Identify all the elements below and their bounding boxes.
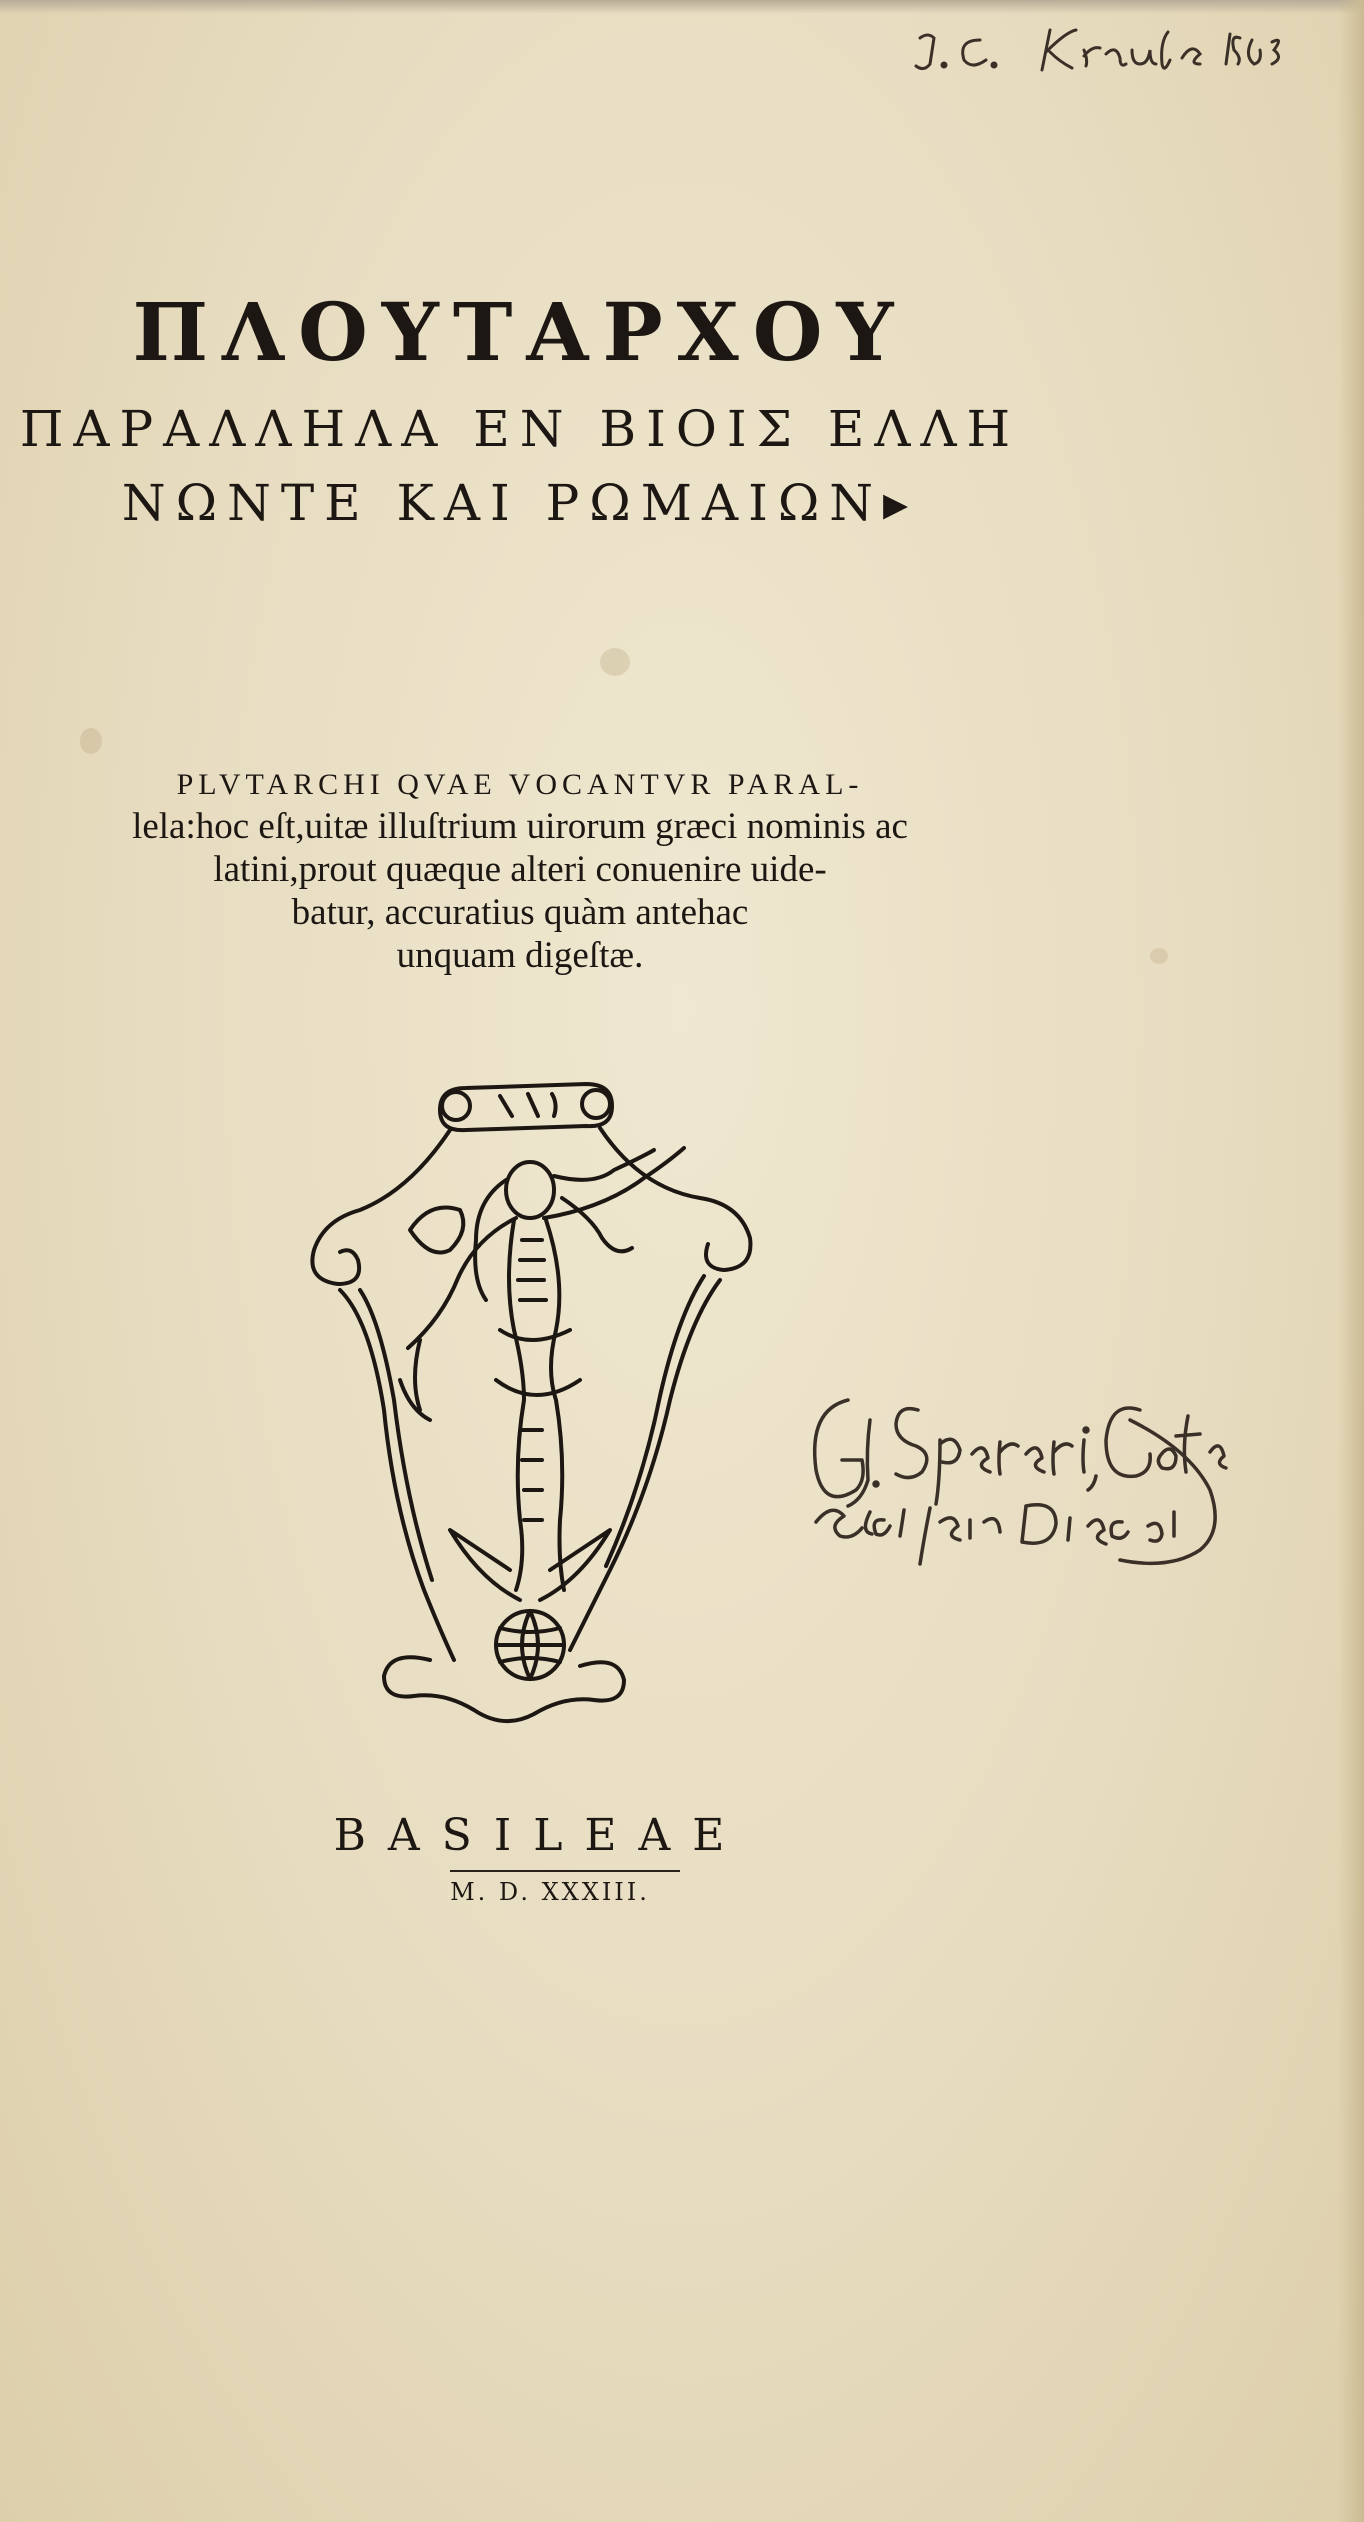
paper-stain <box>1150 948 1168 964</box>
imprint-place: BASILEAE <box>333 1810 747 1861</box>
handwritten-inscription-signature <box>900 10 1340 80</box>
latin-title-line-5: unquam digeſtæ. <box>396 935 644 976</box>
handwritten-owner-signature <box>800 1380 1240 1570</box>
latin-title-line-3: latini,prout quæque alteri conuenire uide- <box>213 849 827 890</box>
paper-stain <box>600 648 630 676</box>
paper-stain <box>80 728 102 754</box>
printers-device-woodcut <box>300 1080 770 1740</box>
latin-title-line-1: PLVTARCHI QVAE VOCANTVR PARAL- <box>176 768 864 801</box>
greek-subtitle-line-1: ΠΑΡΑΛΛΗΛΑ ΕΝ ΒΙΟΙΣ ΕΛΛΗ <box>19 400 1021 458</box>
latin-title-line-2: lela:hoc eſt,uitæ illuſtrium uirorum græci nominis ac <box>132 806 908 847</box>
imprint-rule <box>450 1870 680 1872</box>
page-right-edge <box>1338 0 1364 2522</box>
greek-title: ΠΛΟΥΤΑΡΧΟΥ <box>132 285 908 379</box>
greek-subtitle-line-2: ΝΩΝΤΕ ΚΑΙ ΡΩΜΑΙΩΝ▸ <box>121 474 919 532</box>
imprint-year: M. D. XXXIII. <box>450 1878 650 1906</box>
latin-title-line-4: batur, accuratius quàm antehac <box>291 892 749 933</box>
